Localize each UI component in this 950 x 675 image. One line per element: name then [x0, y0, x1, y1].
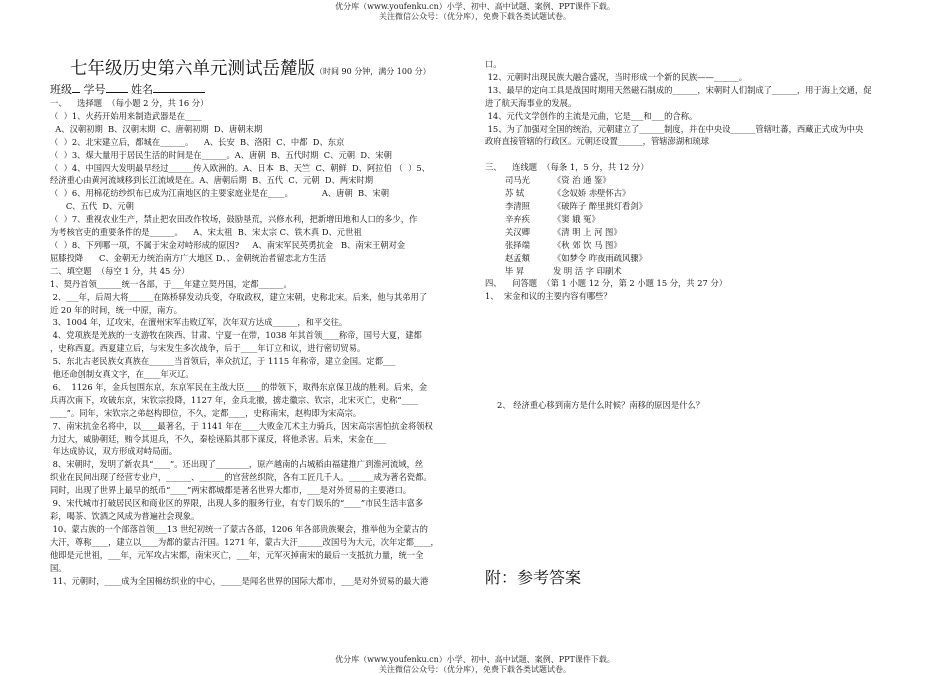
question-line: 1、契丹首领______统一各部，于___年建立契丹国，定都______。: [50, 278, 292, 289]
matching-row[interactable]: [485, 252, 910, 265]
question-line: 他即是元世祖，___年，元军攻占宋都，南宋灭亡，___年，元军灭掉南宋的最后一支抵抗力量，统一全: [50, 549, 424, 560]
qa-section: [485, 277, 910, 303]
question-line: 7、南宋抗金名将中，以____最著名，于 1141 年在____大败金兀术主力骑兵，因宋高宗害怕抗金将领权: [50, 420, 433, 431]
class-label: 班级: [50, 83, 72, 96]
question-line: 织业在民间出现了经营专业户，______、______的官营丝织院，各有工匠几千人。______成为著名瓷都。: [50, 472, 432, 483]
matching-work: 《清 明 上 河 图》: [553, 226, 622, 237]
question-line: 14、元代文学创作的主流是元曲，它是___和___的合称。: [485, 110, 698, 121]
question-line: 一、 选择题 （每小题 2 分，共 16 分）: [50, 98, 209, 108]
answer-space-1[interactable]: [485, 303, 910, 399]
left-question-lines: [50, 97, 470, 587]
question-line: 8、宋朝时，发明了新农具“____”。还出现了________，原产越南的占城稻由福建推广到淮河流域，丝: [50, 459, 424, 470]
question-line: 政府直接管辖的行政区。元朝还设置______，管辖澎湖和琉球: [485, 136, 710, 147]
question-line: 15、为了加强对全国的统治，元朝建立了______制度，并在中央设______管辖吐蕃，西藏正式成为中央: [485, 123, 864, 134]
question-line: ，史称西夏。西夏建立后，与宋发生多次战争，后于____年订立和议，进行密切贸易。: [50, 343, 366, 354]
matching-work: 发 明 活 字 印刷术: [553, 265, 622, 276]
name-blank[interactable]: [153, 83, 205, 93]
matching-work: 《窦 娥 冤》: [553, 213, 600, 224]
question-line: 1、 宋金和议的主要内容有哪些？: [485, 291, 612, 302]
question-line: 为考核官吏的重要条件的是______。 A、宋太祖 B、宋太宗 C、铁木真 D、元世祖: [50, 227, 362, 238]
matching-list: [485, 174, 910, 277]
matching-person: 司马光: [505, 175, 530, 186]
question-line: 大汗，尊称____，建立以____为都的蒙古汗国。1271 年，蒙古大汗______改国号为大元，次年定都____，: [50, 536, 439, 547]
matching-row[interactable]: [485, 226, 910, 239]
page-header: [0, 2, 950, 22]
matching-work: 《资 治 通 鉴》: [553, 175, 611, 186]
question-line: 二、填空题 （每空 1 分，共 45 分）: [50, 265, 190, 276]
matching-person: 李清照: [505, 200, 530, 211]
question-line: 10、蒙古族的一个部落首领___13 世纪初统一了蒙古各部，1206 年各部贵族聚会，推举他为全蒙古的: [50, 523, 428, 534]
exam-title-note: （时间 90 分钟，满分 100 分）: [315, 67, 431, 76]
matching-row[interactable]: [485, 265, 910, 278]
question-line: （ ）4、中国四大发明最早经过______传入欧洲的。A、日本 B、天竺 C、朝鲜 D、阿拉伯 （ ）5、: [50, 162, 430, 173]
right-column: [485, 58, 910, 588]
question-line: 他还命创制女真文字，在____年灭辽。: [50, 369, 194, 380]
question-line: 四、 问答题 （第 1 小题 12 分，第 2 小题 15 分，共 27 分）: [485, 278, 728, 289]
question-line: 9、宋代城市打破居民区和商业区的界限，出现人多的服务行业，有专门娱乐的“____”市民生活丰富多: [50, 498, 424, 509]
header-line-2: 关注微信公众号：（优分库），免费下载各类试题试卷。: [379, 12, 571, 21]
matching-work: 《破阵子 醉里挑灯看剑》: [553, 200, 647, 211]
question-line: 彩，喝茶、饮酒之风成为普遍社会现象。: [50, 511, 200, 521]
question-line: 2、___年，后周大将______在陈桥驿发动兵变，夺取政权，建立宋朝，史称北宋。后来，他与其弟用了: [50, 291, 428, 302]
matching-work: 《秋 郊 饮 马 图》: [553, 239, 622, 250]
question-line: 4、党项族是羌族的一支游牧在陕西、甘肃、宁夏一在带，1038 年其首领____称帝，国号大夏，建都: [50, 330, 422, 341]
exam-title-row: [70, 58, 470, 83]
question-line: 年达成协议，双方形成对峙局面。: [50, 446, 178, 457]
question-line: 13、最早的定向工具是战国时期用天然磁石制成的______，宋朝时人们制成了______，用于海上交通，促: [485, 84, 872, 95]
question-line: （ ）2、北宋建立后，都城在______。 A、长安 B、洛阳 C、中都 D、东京: [50, 136, 345, 147]
matching-row[interactable]: [485, 174, 910, 187]
matching-person: 张择端: [505, 239, 530, 250]
right-question-lines: [485, 58, 910, 174]
footer-line-1: 优分库（www.youfenku.cn）小学、初中、高中试题、案例、PPT课件下载。: [335, 655, 615, 664]
question-line: 经济重心由黄河流域移到长江流域是在。A、唐朝后期 B、五代 C、元朝 D、两宋时期: [50, 175, 374, 186]
matching-person: 苏 轼: [505, 188, 525, 199]
question-line: 3、1004 年，辽攻宋，在澶州宋军击败辽军，次年双方达成______，和平交往。: [50, 317, 348, 328]
question-line: ____”。同年，宋钦宗之弟赵构即位，不久，定都____，史称南宋，赵构即为宋高宗。: [50, 407, 362, 418]
left-column: [50, 58, 470, 587]
question-line: 力过大，威胁朝廷，贿令其退兵，不久，秦桧诬陷其那下谋反，将他杀害。后来，宋金在___: [50, 433, 387, 444]
matching-row[interactable]: [485, 239, 910, 252]
name-label: 姓名: [131, 83, 153, 96]
question-line: 口。: [485, 59, 502, 69]
matching-person: 辛弃疾: [505, 213, 530, 224]
question-line: C、五代 D、元朝: [50, 201, 134, 212]
number-blank[interactable]: [106, 83, 128, 93]
question-line: （ ）6、用棉花纺纱织布已成为江南地区的主要家庭业是在____。 A、唐朝 B、宋朝: [50, 188, 390, 199]
question-line: （ ）7、重视农业生产，禁止把农田改作牧场，鼓励垦荒，兴修水利，把新增田地和人口的多少，作: [50, 214, 418, 225]
question-line: 11、元朝时，____成为全国棉纺织业的中心，_____是闻名世界的国际大都市，___是对外贸易的最大港: [50, 575, 429, 586]
matching-work: 《念奴娇 赤壁怀古》: [553, 188, 631, 199]
matching-person: 关汉卿: [505, 226, 530, 237]
question-line: （ ）3、煤大量用于居民生活的时间是在______。A、唐朝 B、五代时期 C、元朝 D、宋朝: [50, 149, 392, 160]
class-blank[interactable]: [72, 83, 80, 93]
matching-person: 赵孟頫: [505, 252, 530, 263]
question-line: 兵再次南下，攻破东京，宋钦宗投降，1127 年，金兵北撤，掳走徽宗、钦宗，北宋灭亡，史称“____: [50, 394, 419, 405]
answer-space-2[interactable]: [485, 412, 910, 568]
question-line: 国。: [50, 562, 67, 573]
question-line: （ ）1、火药开始用来制造武器是在____: [50, 110, 202, 121]
question-line: （ ）8、下列哪一项，不属于宋金对峙形成的原因? A、南宋军民英勇抗金 B、南宋王朝对金: [50, 239, 406, 250]
question-line: 6、 1126 年，金兵包围东京，东京军民在主战大臣____的带领下，取得东京保卫战的胜利。后来，金: [50, 381, 428, 392]
question-line: 5、东北古老民族女真族在______当首领后，率众抗辽，于 1115 年称帝，建立金国。定都___: [50, 356, 396, 367]
qa-question-2: 2、 经济重心移到南方是什么时候？南移的原因是什么？: [497, 400, 705, 411]
question-line: 12、元朝时出现民族大融合盛况，当时形成一个新的民族——______。: [485, 71, 748, 82]
matching-row[interactable]: [485, 187, 910, 200]
question-line: A、汉朝初期 B、汉朝末期 C、唐朝初期 D、唐朝末期: [50, 123, 263, 134]
matching-row[interactable]: [485, 213, 910, 226]
matching-work: 《如梦令 昨夜雨疏风骤》: [553, 252, 647, 263]
question-line: 同时，出现了世界上最早的纸币“____”两宋都城都是著名世界大都市，___是对外贸易的主要港口。: [50, 485, 412, 496]
header-line-1: 优分库（www.youfenku.cn）小学、初中、高中试题、案例、PPT课件下载。: [335, 2, 615, 11]
matching-row[interactable]: [485, 200, 910, 213]
appendix-heading: 附：参考答案: [485, 568, 582, 588]
question-line: 进了航天海事业的发展。: [485, 97, 577, 108]
page-footer: [0, 655, 950, 675]
question-line: [485, 148, 910, 161]
exam-title: 七年级历史第六单元测试岳麓版: [70, 59, 315, 79]
question-line: 三、 连线题 （每条 1，5 分，共 12 分）: [485, 162, 649, 173]
matching-person: 毕 昇: [505, 265, 525, 276]
student-info-row: [50, 83, 470, 97]
footer-line-2: 关注微信公众号：（优分库），免费下载各类试题试卷。: [379, 665, 571, 674]
number-label: 学号: [83, 83, 106, 96]
question-line: 近 20 年的时间，统一中原，南方。: [50, 304, 182, 315]
question-line: 屈膝投降 C、金朝无力统治南方广大地区 D、、金朝统治者留恋北方生活: [50, 252, 327, 263]
